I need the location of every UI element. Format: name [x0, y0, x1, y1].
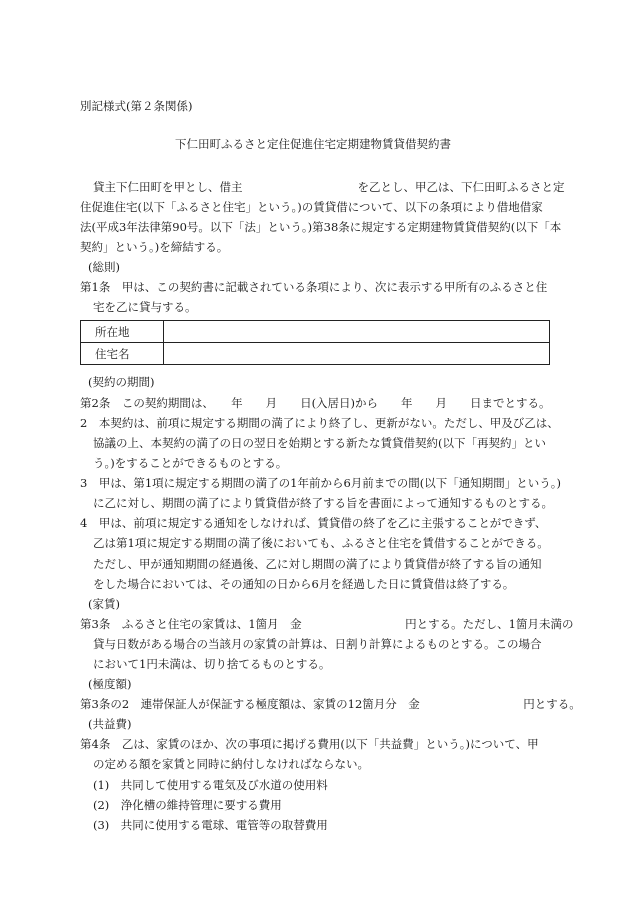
article-line: 第4条 乙は、家賃のほか、次の事項に掲げる費用(以下「共益費」という。)について、甲 [80, 737, 539, 751]
article-line: 乙は第1項に規定する期間の満了後においても、ふるさと住宅を賃借することができる。 [93, 536, 549, 550]
article-line: の定める額を家賃と同時に納付しなければならない。 [93, 757, 369, 771]
list-item: (3) 共同に使用する電球、電管等の取替費用 [93, 818, 328, 832]
article-line: 貸与日数がある場合の当該月の家賃の計算は、日割り計算によるものとする。この場合 [93, 637, 542, 651]
preamble-line: 法(平成3年法律第90号。以下「法」という。)第38条に規定する定期建物賃貸借契約(以下「本 [80, 220, 562, 234]
article-line: ただし、甲が通知期間の経過後、乙に対し期間の満了により賃貸借が終了する旨の通知 [93, 557, 542, 571]
article-line: 3 甲は、第1項に規定する期間の満了の1年前から6月前までの間(以下「通知期間」という。) [80, 476, 561, 490]
section-heading-limit: (極度額) [88, 677, 132, 691]
article-line: 2 本契約は、前項に規定する期間の満了により終了し、更新がない。ただし、甲及び乙は、 [80, 416, 559, 430]
table-cell-value [164, 321, 550, 343]
section-heading-term: (契約の期間) [88, 375, 155, 389]
table-cell-label: 所在地 [81, 321, 164, 343]
section-heading-general: (総則) [88, 260, 120, 274]
preamble-line: 貸主下仁田町を甲とし、借主 を乙とし、甲乙は、下仁田町ふるさと定 [93, 180, 565, 194]
property-table [80, 320, 550, 365]
form-note: 別記様式(第２条関係) [80, 99, 193, 113]
document-title: 下仁田町ふるさと定住促進住宅定期建物賃貸借契約書 [175, 137, 451, 151]
article-line: 第2条 この契約期間は、 年 月 日(入居日)から 年 月 日までとする。 [80, 396, 551, 410]
table-cell-label: 住宅名 [81, 343, 164, 365]
article-line: に乙に対し、期間の満了により賃貸借が終了する旨を書面によって通知するものとする。 [93, 496, 553, 510]
article-line: をした場合においては、その通知の日から6月を経過した日に賃貸借は終了する。 [93, 577, 515, 591]
article-line: 宅を乙に貸与する。 [93, 300, 197, 314]
table-row [81, 321, 550, 343]
table-row [81, 343, 550, 365]
article-line: 4 甲は、前項に規定する通知をしなければ、賃貸借の終了を乙に主張することができず、 [80, 516, 547, 530]
list-item: (1) 共同して使用する電気及び水道の使用料 [93, 778, 328, 792]
section-heading-rent: (家賃) [88, 597, 120, 611]
article-line: う。)をすることができるものとする。 [93, 456, 288, 470]
article-line: 協議の上、本契約の満了の日の翌日を始期とする新たな賃貸借契約(以下「再契約」とい [93, 436, 546, 450]
article-line: 第1条 甲は、この契約書に記載されている条項により、次に表示する甲所有のふるさと住 [80, 280, 548, 294]
list-item: (2) 浄化槽の維持管理に要する費用 [93, 798, 282, 812]
section-heading-common: (共益費) [88, 717, 132, 731]
article-line: 第3条 ふるさと住宅の家賃は、1箇月 金 円とする。ただし、1箇月未満の [80, 617, 574, 631]
article-line: において1円未満は、切り捨てるものとする。 [93, 657, 331, 671]
preamble-line: 住促進住宅(以下「ふるさと住宅」という。)の賃貸借について、以下の条項により借地借家 [80, 200, 543, 214]
table-cell-value [164, 343, 550, 365]
article-3-2: 第3条の2 連帯保証人が保証する極度額は、家賃の12箇月分 金 円とする。 [80, 697, 581, 711]
preamble-line: 契約」という。)を締結する。 [80, 240, 229, 254]
